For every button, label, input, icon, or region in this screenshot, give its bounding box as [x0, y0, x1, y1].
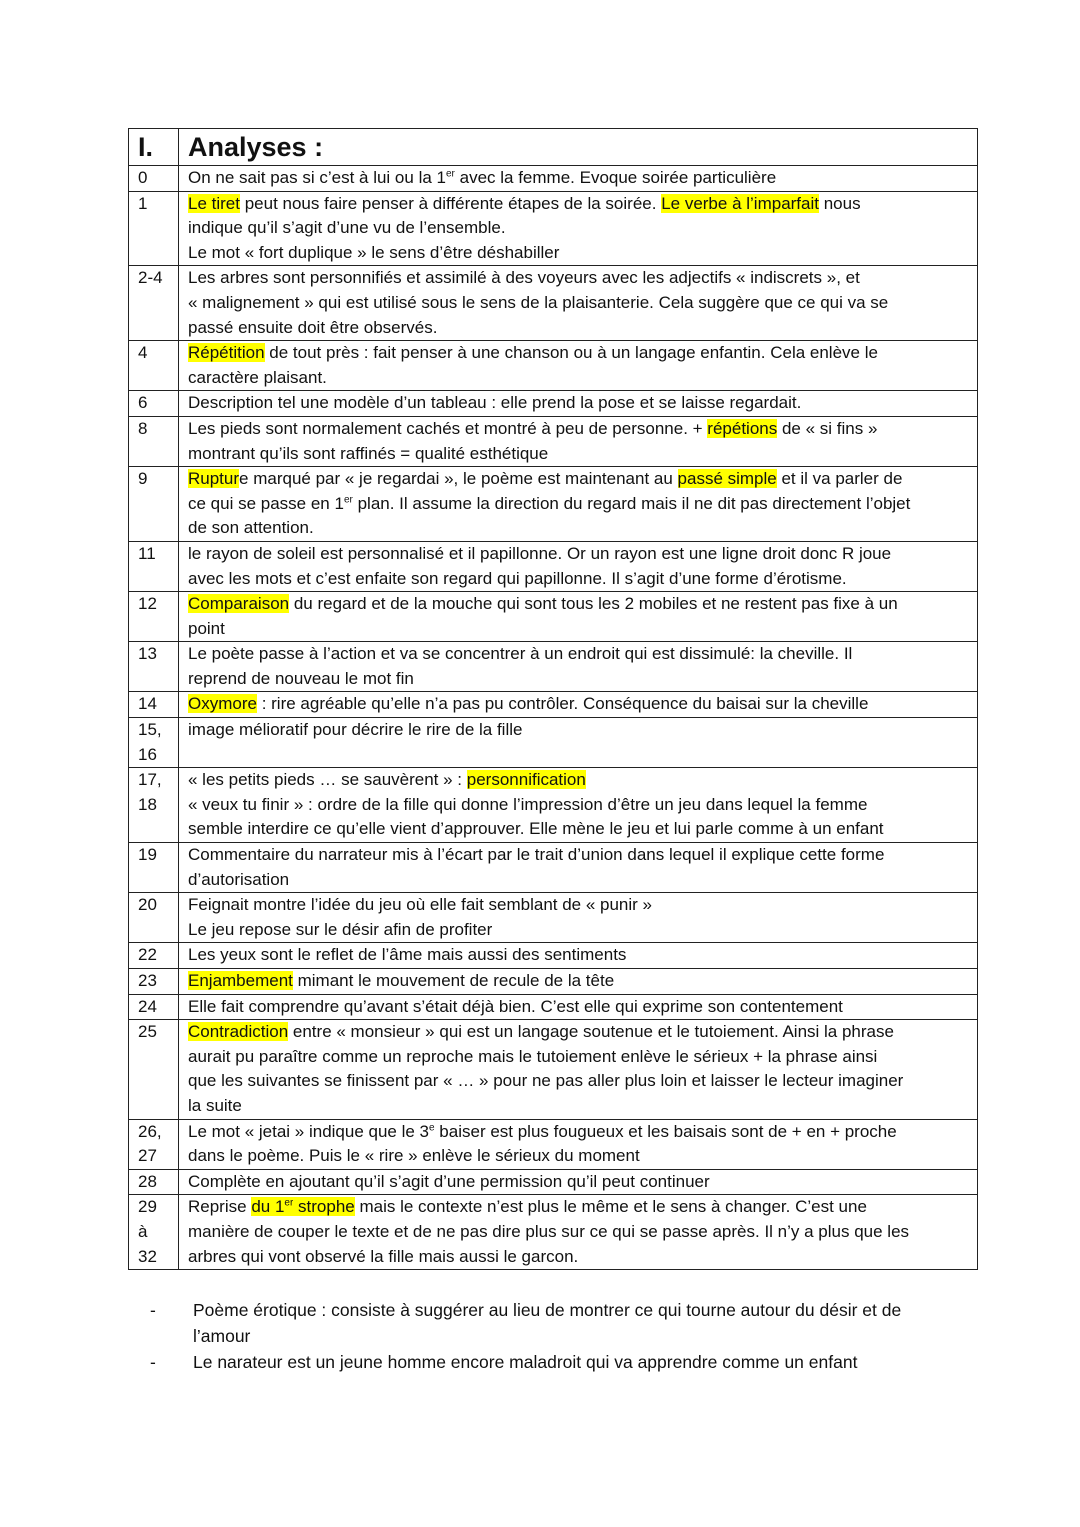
- analysis-text: [179, 893, 978, 943]
- analysis-line: [188, 467, 973, 492]
- text-segment: ce qui se passe en 1: [188, 493, 344, 513]
- analysis-line: [188, 667, 973, 692]
- text-segment: « veux tu finir » : ordre de la fille qui donne l’impression d’être un jeu dans lequel la femme: [188, 794, 868, 814]
- highlighted-term: [284, 1197, 293, 1216]
- analysis-line: [188, 567, 973, 592]
- text-segment: et il va parler de: [776, 469, 903, 489]
- table-row: [129, 994, 978, 1020]
- analysis-line: [188, 692, 973, 717]
- text-segment: Commentaire du narrateur mis à l’écart par le trait d’union dans lequel il explique cette forme: [188, 845, 885, 865]
- text-segment: caractère plaisant.: [188, 367, 327, 387]
- table-row: [129, 1169, 978, 1195]
- highlighted-term: Le verbe à l’imparfait: [661, 193, 819, 213]
- analysis-text: [179, 416, 978, 466]
- text-segment: : rire agréable qu’elle n’a pas pu contrôler. Conséquence du baisai sur la cheville: [256, 694, 869, 714]
- text-segment: de son attention.: [188, 518, 314, 538]
- line-reference: 12: [129, 592, 179, 642]
- line-reference: 19: [129, 843, 179, 893]
- dash-bullet: -: [150, 1300, 156, 1320]
- table-row: [129, 1020, 978, 1119]
- text-segment: Le jeu repose sur le désir afin de profiter: [188, 919, 493, 939]
- text-segment: image mélioratif pour décrire le rire de la fille: [188, 720, 523, 740]
- line-reference: 4: [129, 341, 179, 391]
- highlighted-term: Comparaison: [188, 594, 290, 614]
- section-title: Analyses :: [179, 129, 978, 166]
- analysis-table: [128, 128, 978, 1270]
- analysis-line: [188, 366, 973, 391]
- text-segment: plan. Il assume la direction du regard mais il ne dit pas directement l’objet: [352, 493, 911, 513]
- line-reference: 22: [129, 943, 179, 969]
- highlighted-term: Enjambement: [188, 971, 293, 990]
- table-row: [129, 166, 978, 192]
- text-segment: Description tel une modèle d’un tableau : elle prend la pose et se laisse regardait.: [188, 393, 802, 413]
- text-segment: Les yeux sont le reflet de l’âme mais aussi des sentiments: [188, 945, 627, 965]
- text-segment: de « si fins »: [777, 418, 878, 438]
- analysis-line: [188, 768, 973, 793]
- text-segment: « malignement » qui est utilisé sous le sens de la plaisanterie. Cela suggère que ce qui va se: [188, 292, 889, 312]
- line-reference: 2-4: [129, 266, 179, 341]
- conclusion-line: Poème érotique : consiste à suggérer au lieu de montrer ce qui tourne autour du désir et de: [193, 1300, 902, 1320]
- table-row: [129, 768, 978, 843]
- text-segment: Elle fait comprendre qu’avant s’était déjà bien. C’est elle qui exprime son contentement: [188, 996, 843, 1016]
- superscript: er: [445, 168, 455, 180]
- analysis-line: [188, 817, 973, 842]
- text-segment: peut nous faire penser à différente étapes de la soirée.: [239, 193, 662, 213]
- highlighted-term: Le tiret: [188, 193, 240, 213]
- analysis-line: [188, 1245, 973, 1270]
- line-reference: 23: [129, 969, 179, 995]
- line-reference: 26, 27: [129, 1119, 179, 1169]
- text-segment: Feignait montre l’idée du jeu où elle fait semblant de « punir »: [188, 895, 653, 915]
- analysis-text: [179, 191, 978, 266]
- analysis-line: [188, 516, 973, 541]
- analysis-text: [179, 969, 978, 995]
- table-row: [129, 266, 978, 341]
- table-row: [129, 592, 978, 642]
- text-segment: le rayon de soleil est personnalisé et il papillonne. Or un rayon est une ligne droit donc R joue: [188, 543, 892, 563]
- analysis-line: [188, 1020, 973, 1045]
- text-segment: de tout près : fait penser à une chanson ou à un langage enfantin. Cela enlève le: [264, 343, 878, 363]
- conclusion-item: [150, 1349, 950, 1375]
- conclusion-line: l’amour: [193, 1326, 251, 1346]
- analysis-line: [188, 442, 973, 467]
- section-number: I.: [129, 129, 179, 166]
- text-segment: dans le poème. Puis le « rire » enlève le sérieux du moment: [188, 1146, 640, 1166]
- analysis-line: [188, 316, 973, 341]
- line-reference: 29 à 32: [129, 1195, 179, 1270]
- analysis-line: [188, 1195, 973, 1220]
- text-segment: Reprise: [188, 1197, 252, 1217]
- analysis-text: [179, 1119, 978, 1169]
- text-segment: aurait pu paraître comme un reproche mais le tutoiement enlève le sérieux + la phrase ainsi: [188, 1046, 878, 1066]
- analysis-line: [188, 995, 973, 1020]
- line-reference: 8: [129, 416, 179, 466]
- text-segment: Les arbres sont personnifiés et assimilé à des voyeurs avec les adjectifs « indiscrets », et: [188, 268, 860, 288]
- analysis-line: [188, 492, 973, 517]
- analysis-line: [188, 192, 973, 217]
- analysis-line: [188, 793, 973, 818]
- highlighted-term: personnification: [466, 770, 586, 790]
- analysis-line: [188, 291, 973, 316]
- analysis-text: [179, 994, 978, 1020]
- analysis-text: [179, 1020, 978, 1119]
- analysis-text: [179, 718, 978, 768]
- superscript: e: [429, 1121, 435, 1133]
- analysis-text: [179, 266, 978, 341]
- text-segment: Les pieds sont normalement cachés et montré à peu de personne. +: [188, 418, 708, 438]
- highlighted-term: Ruptur: [188, 469, 240, 489]
- text-segment: arbres qui vont observé la fille mais aussi le garcon.: [188, 1246, 579, 1266]
- text-segment: mais le contexte n’est plus le même et le sens à changer. C’est une: [354, 1197, 867, 1217]
- line-reference: 17, 18: [129, 768, 179, 843]
- text-segment: Complète en ajoutant qu’il s’agit d’une permission qu’il peut continuer: [188, 1171, 710, 1191]
- analysis-text: [179, 341, 978, 391]
- analysis-line: [188, 1144, 973, 1169]
- analysis-line: [188, 1069, 973, 1094]
- table-row: [129, 467, 978, 542]
- dash-bullet: -: [150, 1352, 156, 1372]
- text-segment: la suite: [188, 1095, 242, 1115]
- line-reference: 11: [129, 541, 179, 591]
- table-row: [129, 391, 978, 417]
- text-segment: que les suivantes se finissent par « … » pour ne pas aller plus loin et laisser le lecteur imaginer: [188, 1071, 904, 1091]
- conclusion-line: Le narateur est un jeune homme encore maladroit qui va apprendre comme un enfant: [193, 1352, 858, 1372]
- table-header-row: [129, 129, 978, 166]
- superscript: er: [284, 1197, 294, 1209]
- table-row: [129, 341, 978, 391]
- text-segment: mimant le mouvement de recule de la tête: [292, 971, 615, 990]
- highlighted-term: répétions: [707, 418, 778, 438]
- line-reference: 6: [129, 391, 179, 417]
- text-segment: manière de couper le texte et de ne pas dire plus sur ce qui se passe après. Il n’y a plus que les: [188, 1221, 910, 1241]
- text-segment: Le mot « jetai » indique que le 3: [188, 1121, 430, 1141]
- analysis-line: [188, 718, 973, 743]
- analysis-text: [179, 592, 978, 642]
- text-segment: e marqué par « je regardai », le poème est maintenant au: [239, 469, 678, 489]
- analysis-line: [188, 166, 973, 191]
- text-segment: Le poète passe à l’action et va se concentrer à un endroit qui est dissimulé: la cheville. Il: [188, 644, 853, 664]
- analysis-line: [188, 1045, 973, 1070]
- superscript: er: [343, 494, 353, 506]
- analysis-line: [188, 893, 973, 918]
- highlighted-term: passé simple: [677, 469, 777, 489]
- analysis-text: [179, 642, 978, 692]
- line-reference: 14: [129, 692, 179, 718]
- analysis-line: [188, 341, 973, 366]
- analysis-line: [188, 592, 973, 617]
- text-segment: « les petits pieds … se sauvèrent » :: [188, 770, 467, 790]
- text-segment: semble interdire ce qu’elle vient d’approuver. Elle mène le jeu et lui parle comme à un enfant: [188, 819, 884, 839]
- table-row: [129, 1119, 978, 1169]
- analysis-text: [179, 943, 978, 969]
- table-row: [129, 943, 978, 969]
- table-row: [129, 191, 978, 266]
- analysis-line: [188, 969, 973, 994]
- analysis-text: [179, 1195, 978, 1270]
- text-segment: On ne sait pas si c’est à lui ou la 1: [188, 168, 446, 187]
- text-segment: reprend de nouveau le mot fin: [188, 668, 414, 688]
- analysis-line: [188, 542, 973, 567]
- analysis-line: [188, 868, 973, 893]
- table-row: [129, 1195, 978, 1270]
- analysis-line: [188, 417, 973, 442]
- highlighted-term: Contradiction: [188, 1022, 289, 1042]
- line-reference: 0: [129, 166, 179, 192]
- analysis-line: [188, 843, 973, 868]
- table-row: [129, 642, 978, 692]
- text-segment: avec les mots et c’est enfaite son regard qui papillonne. Il s’agit d’une forme d’érotisme.: [188, 568, 847, 588]
- line-reference: 13: [129, 642, 179, 692]
- text-segment: nous: [819, 193, 861, 213]
- table-row: [129, 541, 978, 591]
- analysis-line: [188, 216, 973, 241]
- line-reference: 1: [129, 191, 179, 266]
- text-segment: d’autorisation: [188, 869, 290, 889]
- table-row: [129, 692, 978, 718]
- analysis-line: [188, 943, 973, 968]
- text-segment: entre « monsieur » qui est un langage soutenue et le tutoiement. Ainsi la phrase: [288, 1022, 894, 1042]
- analysis-line: [188, 1170, 973, 1195]
- text-segment: avec la femme. Evoque soirée particulière: [454, 168, 777, 187]
- highlighted-term: du 1: [251, 1197, 285, 1217]
- analysis-text: [179, 467, 978, 542]
- conclusion-item: [150, 1297, 950, 1349]
- text-segment: point: [188, 618, 225, 638]
- table-row: [129, 718, 978, 768]
- highlighted-term: Répétition: [188, 343, 265, 363]
- analysis-text: [179, 843, 978, 893]
- analysis-text: [179, 692, 978, 718]
- table-row: [129, 416, 978, 466]
- analysis-line: [188, 241, 973, 266]
- text-segment: du regard et de la mouche qui sont tous les 2 mobiles et ne restent pas fixe à un: [289, 594, 898, 614]
- analysis-line: [188, 266, 973, 291]
- analysis-text: [179, 166, 978, 192]
- text-segment: indique qu’il s’agit d’une vu de l’ensemble.: [188, 218, 506, 238]
- text-segment: baiser est plus fougueux et les baisais sont de + en + proche: [434, 1121, 897, 1141]
- text-segment: passé ensuite doit être observés.: [188, 317, 438, 337]
- text-segment: montrant qu’ils sont raffinés = qualité esthétique: [188, 443, 549, 463]
- highlighted-term: strophe: [293, 1197, 355, 1217]
- line-reference: 25: [129, 1020, 179, 1119]
- highlighted-term: Oxymore: [188, 694, 257, 714]
- table-row: [129, 893, 978, 943]
- analysis-line: [188, 1220, 973, 1245]
- analysis-line: [188, 642, 973, 667]
- analysis-text: [179, 768, 978, 843]
- line-reference: 20: [129, 893, 179, 943]
- analysis-line: [188, 1094, 973, 1119]
- table-row: [129, 969, 978, 995]
- analysis-line: [188, 1120, 973, 1145]
- analysis-text: [179, 541, 978, 591]
- analysis-text: [179, 1169, 978, 1195]
- line-reference: 9: [129, 467, 179, 542]
- table-row: [129, 843, 978, 893]
- line-reference: 28: [129, 1169, 179, 1195]
- line-reference: 15, 16: [129, 718, 179, 768]
- line-reference: 24: [129, 994, 179, 1020]
- analysis-text: [179, 391, 978, 417]
- text-segment: Le mot « fort duplique » le sens d’être déshabiller: [188, 242, 560, 262]
- analysis-line: [188, 918, 973, 943]
- analysis-line: [188, 391, 973, 416]
- analysis-line: [188, 617, 973, 642]
- conclusion-list: [150, 1297, 950, 1375]
